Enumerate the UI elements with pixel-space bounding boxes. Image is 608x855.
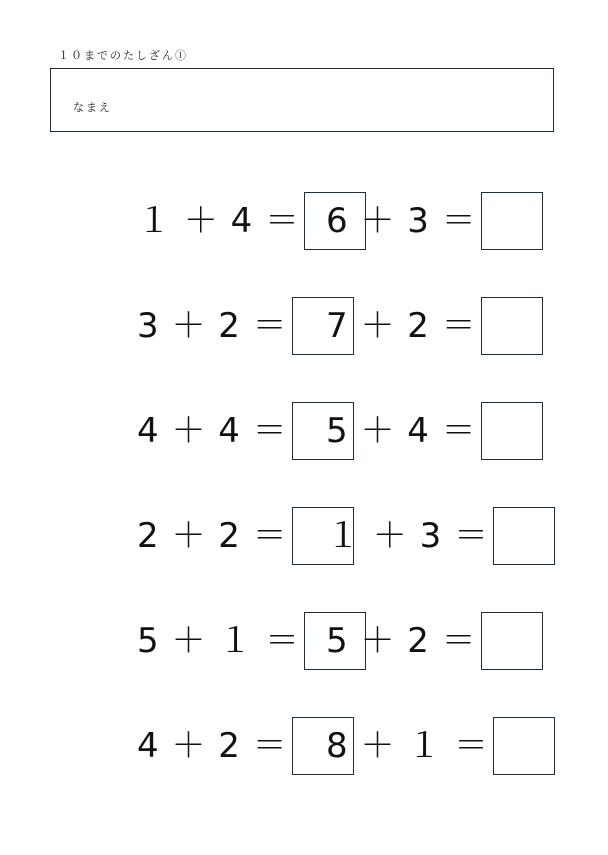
problem-expression: 8 ＋ １ ＝ [326, 725, 490, 766]
problem-expression: 5 ＋ １ ＝ [137, 620, 301, 661]
answer-box[interactable] [481, 402, 543, 460]
problem-expression: 3 ＋ 2 ＝ [137, 305, 288, 346]
problem-item [304, 507, 549, 565]
problem-row [0, 483, 608, 588]
problem-item [59, 717, 304, 775]
answer-box[interactable] [493, 507, 555, 565]
problem-grid [0, 168, 608, 798]
answer-box[interactable] [493, 717, 555, 775]
problem-item [304, 717, 549, 775]
problem-item [59, 507, 304, 565]
problem-expression: 5 ＋ 2 ＝ [326, 620, 477, 661]
problem-row [0, 693, 608, 798]
problem-row [0, 588, 608, 693]
problem-row [0, 378, 608, 483]
problem-item [59, 612, 304, 670]
problem-expression: １ ＋ 4 ＝ [137, 200, 301, 241]
problem-item [59, 297, 304, 355]
problem-item [304, 192, 549, 250]
problem-row [0, 168, 608, 273]
answer-box[interactable] [481, 612, 543, 670]
problem-item [304, 402, 549, 460]
answer-box[interactable] [481, 192, 543, 250]
name-field[interactable] [50, 68, 554, 132]
problem-item [59, 192, 304, 250]
problem-item [304, 297, 549, 355]
problem-expression: １ ＋ 3 ＝ [326, 515, 490, 556]
problem-item [59, 402, 304, 460]
problem-expression: 5 ＋ 4 ＝ [326, 410, 477, 451]
page-title: １０までのたしざん① [58, 50, 188, 62]
problem-expression: 4 ＋ 4 ＝ [137, 410, 288, 451]
problem-expression: 6 ＋ 3 ＝ [326, 200, 477, 241]
problem-item [304, 612, 549, 670]
problem-expression: 7 ＋ 2 ＝ [326, 305, 477, 346]
answer-box[interactable] [481, 297, 543, 355]
name-field-label: なまえ [73, 102, 112, 114]
problem-expression: 2 ＋ 2 ＝ [137, 515, 288, 556]
problem-row [0, 273, 608, 378]
problem-expression: 4 ＋ 2 ＝ [137, 725, 288, 766]
